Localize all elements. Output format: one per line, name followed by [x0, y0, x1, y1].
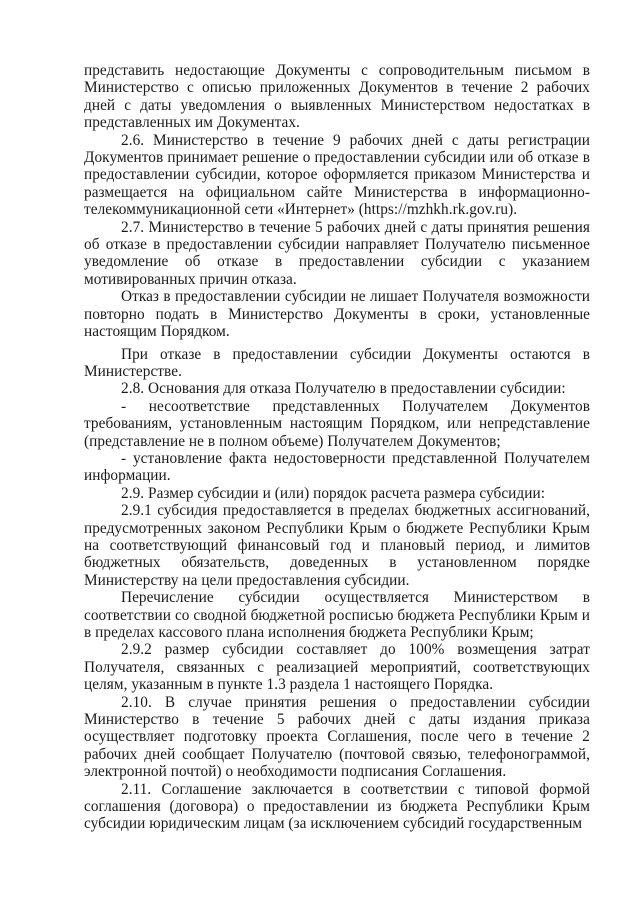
- paragraph-continuation: представить недостающие Документы с сопроводительным письмом в Министерство с описью приложенных Документов в течение 2 рабочих дней с даты уведомления о выявленных Министерством недостатках в представленных им Документах.: [84, 62, 590, 132]
- paragraph-2-9-1: 2.9.1 субсидия предоставляется в пределах бюджетных ассигнований, предусмотренных законом Республики Крым о бюджете Республики Крым на соответствующий финансовый год и плановый период, и лимитов бюджетных обязательств, доведенных в установленном порядке Министерству на цели предоставления субсидии.: [84, 502, 590, 589]
- document-page: [84, 62, 590, 833]
- paragraph-2-11: 2.11. Соглашение заключается в соответствии с типовой формой соглашения (договора) о предоставлении из бюджета Республики Крым субсидии юридическим лицам (за исключением субсидий государственным: [84, 780, 590, 833]
- paragraph-documents-remain: При отказе в предоставлении субсидии Документы остаются в Министерстве.: [84, 345, 590, 380]
- list-item-nonconformity: - несоответствие представленных Получателем Документов требованиям, установленным настоящим Порядком, или непредставление (представление не в полном объеме) Получателем Документов;: [84, 397, 590, 450]
- paragraph-refusal-rights: Отказ в предоставлении субсидии не лишает Получателя возможности повторно подать в Министерство Документы в сроки, установленные настоящим Порядком.: [84, 288, 590, 341]
- list-item-unreliable-info: - установление факта недостоверности представленной Получателем информации.: [84, 449, 590, 485]
- paragraph-2-7: 2.7. Министерство в течение 5 рабочих дней с даты принятия решения об отказе в предоставлении субсидии направляет Получателю письменное уведомление об отказе в предоставлении субсидии с указанием мотивированных причин отказа.: [84, 218, 590, 288]
- paragraph-transfer: Перечисление субсидии осуществляется Министерством в соответствии со сводной бюджетной росписью бюджета Республики Крым и в пределах кассового плана исполнения бюджета Республики Крым;: [84, 589, 590, 641]
- paragraph-2-9: 2.9. Размер субсидии и (или) порядок расчета размера субсидии:: [121, 484, 546, 502]
- paragraph-2-10: 2.10. В случае принятия решения о предоставлении субсидии Министерство в течение 5 рабочих дней с даты издания приказа осуществляет подготовку проекта Соглашения, после чего в течение 2 рабочих дней сообщает Получателю (почтовой связью, телефонограммой, электронной почтой) о необходимости подписания Соглашения.: [84, 693, 590, 781]
- paragraph-2-8: 2.8. Основания для отказа Получателю в предоставлении субсидии:: [121, 380, 566, 398]
- paragraph-2-6: 2.6. Министерство в течение 9 рабочих дней с даты регистрации Документов принимает решение о предоставлении субсидии или об отказе в предоставлении субсидии, которое оформляется приказом Министерства и размещается на официальном сайте Министерства в информационно-телекоммуникационной сети «Интернет» (https://mzhkh.rk.gov.ru).: [84, 131, 590, 219]
- paragraph-2-9-2: 2.9.2 размер субсидии составляет до 100% возмещения затрат Получателя, связанных с реализацией мероприятий, соответствующих целям, указанным в пункте 1.3 раздела 1 настоящего Порядка.: [84, 641, 590, 694]
